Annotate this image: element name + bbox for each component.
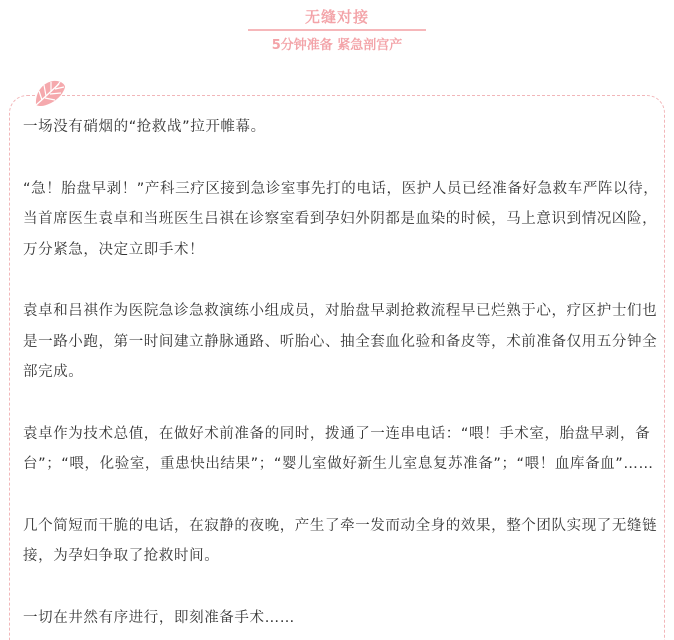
monstera-leaf-icon xyxy=(33,78,67,110)
paragraph-effect: 几个简短而干脆的电话，在寂静的夜晚，产生了牵一发而动全身的效果，整个团队实现了无缝链接，为孕妇争取了抢救时间。 xyxy=(23,517,658,564)
title-underline xyxy=(248,29,426,31)
paragraph-phone: 袁卓作为技术总值，在做好术前准备的同时，拨通了一连串电话：“喂！手术室，胎盘早剥，备台”；“喂，化验室，重患快出结果”；“婴儿室做好新生儿室息复苏准备”；“喂！血库备血”…… xyxy=(23,425,654,472)
paragraph-surgery: 一切在井然有序进行，即刻准备手术…… xyxy=(23,609,295,626)
paragraph-intro: 一场没有硝烟的“抢救战”拉开帷幕。 xyxy=(23,119,266,135)
section-subtitle: 5分钟准备 紧急剖宫产 xyxy=(271,38,403,53)
section-header xyxy=(0,6,674,58)
section-title: 无缝对接 xyxy=(304,8,369,26)
article-body xyxy=(23,112,663,640)
paragraph-team: 袁卓和吕祺作为医院急诊急救演练小组成员，对胎盘早剥抢救流程早已烂熟于心，疗区护士们也是一路小跑，第一时间建立静脉通路、听胎心、抽全套血化验和备皮等，术前准备仅用五分钟全部完成。 xyxy=(23,303,658,380)
paragraph-call: “急！胎盘早剥！”产科三疗区接到急诊室事先打的电话，医护人员已经准备好急救车严阵以待，当首席医生袁卓和当班医生吕祺在诊察室看到孕妇外阴都是血染的时候，马上意识到情况凶险，万分紧急，决定立即手术！ xyxy=(23,180,659,258)
